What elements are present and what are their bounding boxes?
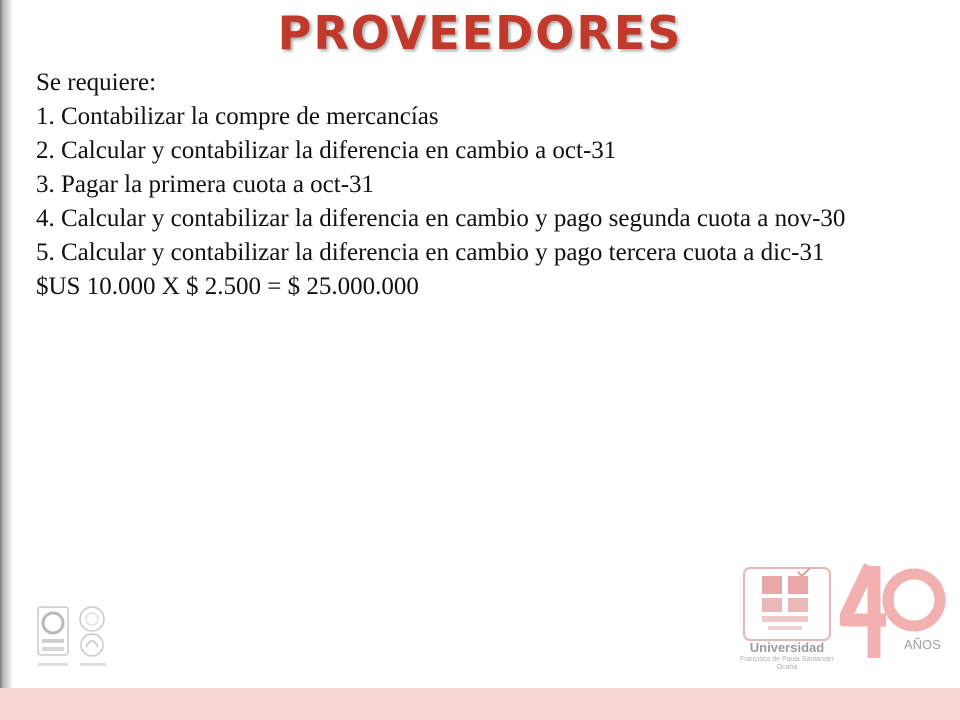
body-line-3: 3. Pagar la primera cuota a oct-31: [36, 171, 375, 198]
university-name: Universidad: [749, 640, 825, 655]
body-line-formula: $US 10.000 X $ 2.500 = $ 25.000.000: [36, 273, 419, 300]
body-line-5: 5. Calcular y contabilizar la diferencia en cambio y pago tercera cuota a dic-31: [36, 239, 825, 266]
university-subtitle: [736, 656, 838, 672]
slide-title: PROVEEDORES: [277, 6, 683, 60]
footer-band: [0, 688, 960, 720]
body-line-intro: Se requiere:: [36, 69, 157, 96]
left-edge-shadow: [0, 0, 12, 690]
body-line-1: 1. Contabilizar la compre de mercancías: [36, 103, 439, 130]
university-subtitle-line: Francisco de Paula Santander: [739, 656, 835, 663]
certification-logos-icon: [36, 605, 116, 671]
body-line-4: 4. Calcular y contabilizar la diferencia en cambio y pago segunda cuota a nov-30: [36, 205, 846, 232]
anniversary-label: AÑOS: [904, 637, 941, 652]
university-city: Ocaña: [776, 664, 798, 671]
slide-body: [36, 66, 941, 304]
body-line-2: 2. Calcular y contabilizar la diferencia en cambio a oct-31: [36, 137, 617, 164]
anniversary-40-logo-icon: [840, 560, 950, 670]
